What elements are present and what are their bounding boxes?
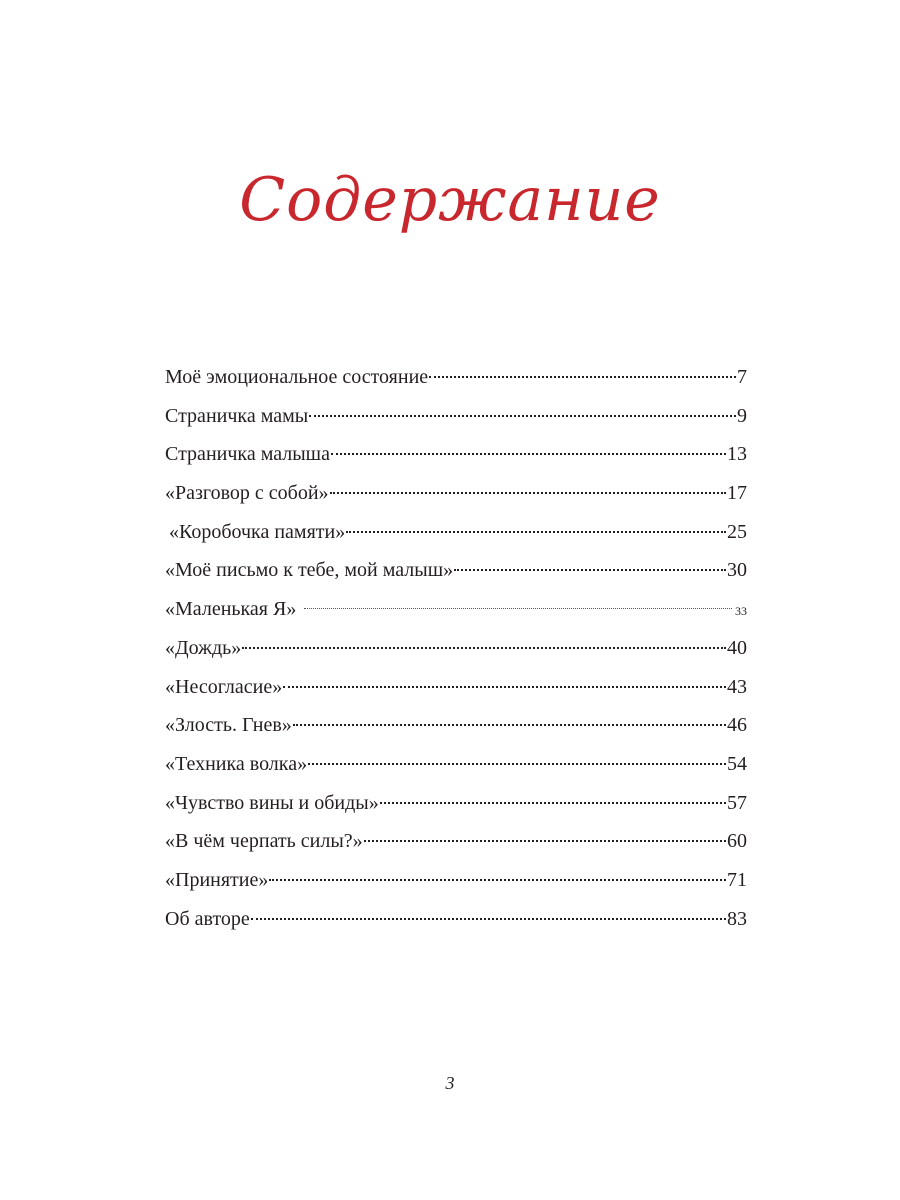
toc-entry[interactable]: [165, 513, 747, 552]
toc-entry-title: «Разговор с собой»: [165, 482, 329, 505]
toc-entry-title: Моё эмоциональное состояние: [165, 366, 429, 388]
toc-entry-title: «В чём черпать силы?»: [165, 830, 363, 853]
table-of-contents: [165, 358, 747, 938]
toc-entry[interactable]: [165, 590, 747, 629]
toc-entry-page: 83: [727, 907, 747, 930]
toc-dot-leader: [293, 724, 726, 726]
toc-entry[interactable]: [165, 551, 747, 590]
toc-entry-page: 54: [727, 752, 747, 775]
toc-dot-leader: [309, 415, 736, 417]
toc-entry-page: 43: [727, 675, 747, 698]
toc-entry-title: «Чувство вины и обиды»: [165, 791, 379, 814]
toc-dot-leader: [346, 531, 726, 533]
toc-entry-title: «Маленькая Я»: [165, 598, 297, 621]
toc-dot-leader: [242, 647, 726, 649]
toc-entry[interactable]: [165, 784, 747, 823]
toc-dot-leader: [364, 840, 726, 842]
toc-entry-page: 33: [735, 604, 747, 619]
toc-dot-leader: [251, 918, 726, 920]
toc-entry-title: Страничка мамы: [165, 404, 309, 427]
toc-entry-page: 71: [727, 868, 747, 891]
toc-entry-title: «Дождь»: [165, 636, 242, 659]
toc-entry-title: Страничка малыша: [165, 443, 330, 466]
toc-entry-page: 7: [737, 366, 747, 388]
toc-entry[interactable]: [165, 745, 747, 784]
toc-entry[interactable]: [165, 861, 747, 900]
toc-dot-leader: [380, 802, 726, 804]
toc-entry[interactable]: [165, 706, 747, 745]
toc-entry[interactable]: [165, 822, 747, 861]
toc-entry[interactable]: [165, 900, 747, 939]
toc-entry-title: «Моё письмо к тебе, мой малыш»: [165, 559, 454, 582]
toc-entry[interactable]: [165, 474, 747, 513]
page-title: Содержание: [239, 165, 661, 235]
toc-entry-page: 13: [727, 443, 747, 466]
toc-entry-title: Об авторе: [165, 907, 250, 930]
toc-dot-leader: [269, 879, 726, 881]
toc-entry-title: «Несогласие»: [165, 675, 283, 698]
toc-entry-page: 40: [727, 636, 747, 659]
toc-dot-leader: [454, 569, 726, 571]
toc-entry[interactable]: [165, 435, 747, 474]
toc-dot-leader: [331, 453, 726, 455]
toc-dot-leader: [283, 686, 726, 688]
toc-dot-leader: [308, 763, 726, 765]
toc-entry-page: 46: [727, 714, 747, 737]
toc-dot-leader: [429, 376, 736, 378]
toc-entry[interactable]: [165, 668, 747, 707]
toc-entry[interactable]: [165, 397, 747, 436]
toc-entry-page: 57: [727, 791, 747, 814]
page-number: 3: [445, 1073, 455, 1093]
toc-entry-page: 9: [737, 404, 747, 427]
toc-entry-page: 17: [727, 482, 747, 505]
toc-entry-title: «Техника волка»: [165, 752, 308, 775]
toc-entry-title: «Злость. Гнев»: [165, 714, 292, 737]
toc-entry-page: 30: [727, 559, 747, 582]
toc-entry-title: «Коробочка памяти»: [169, 520, 346, 543]
toc-entry-page: 60: [727, 830, 747, 853]
toc-dot-leader: [304, 608, 732, 609]
toc-entry-title: «Принятие»: [165, 868, 269, 891]
toc-entry-page: 25: [727, 520, 747, 543]
toc-dot-leader: [330, 492, 726, 494]
toc-entry[interactable]: [165, 629, 747, 668]
toc-entry[interactable]: [165, 358, 747, 397]
